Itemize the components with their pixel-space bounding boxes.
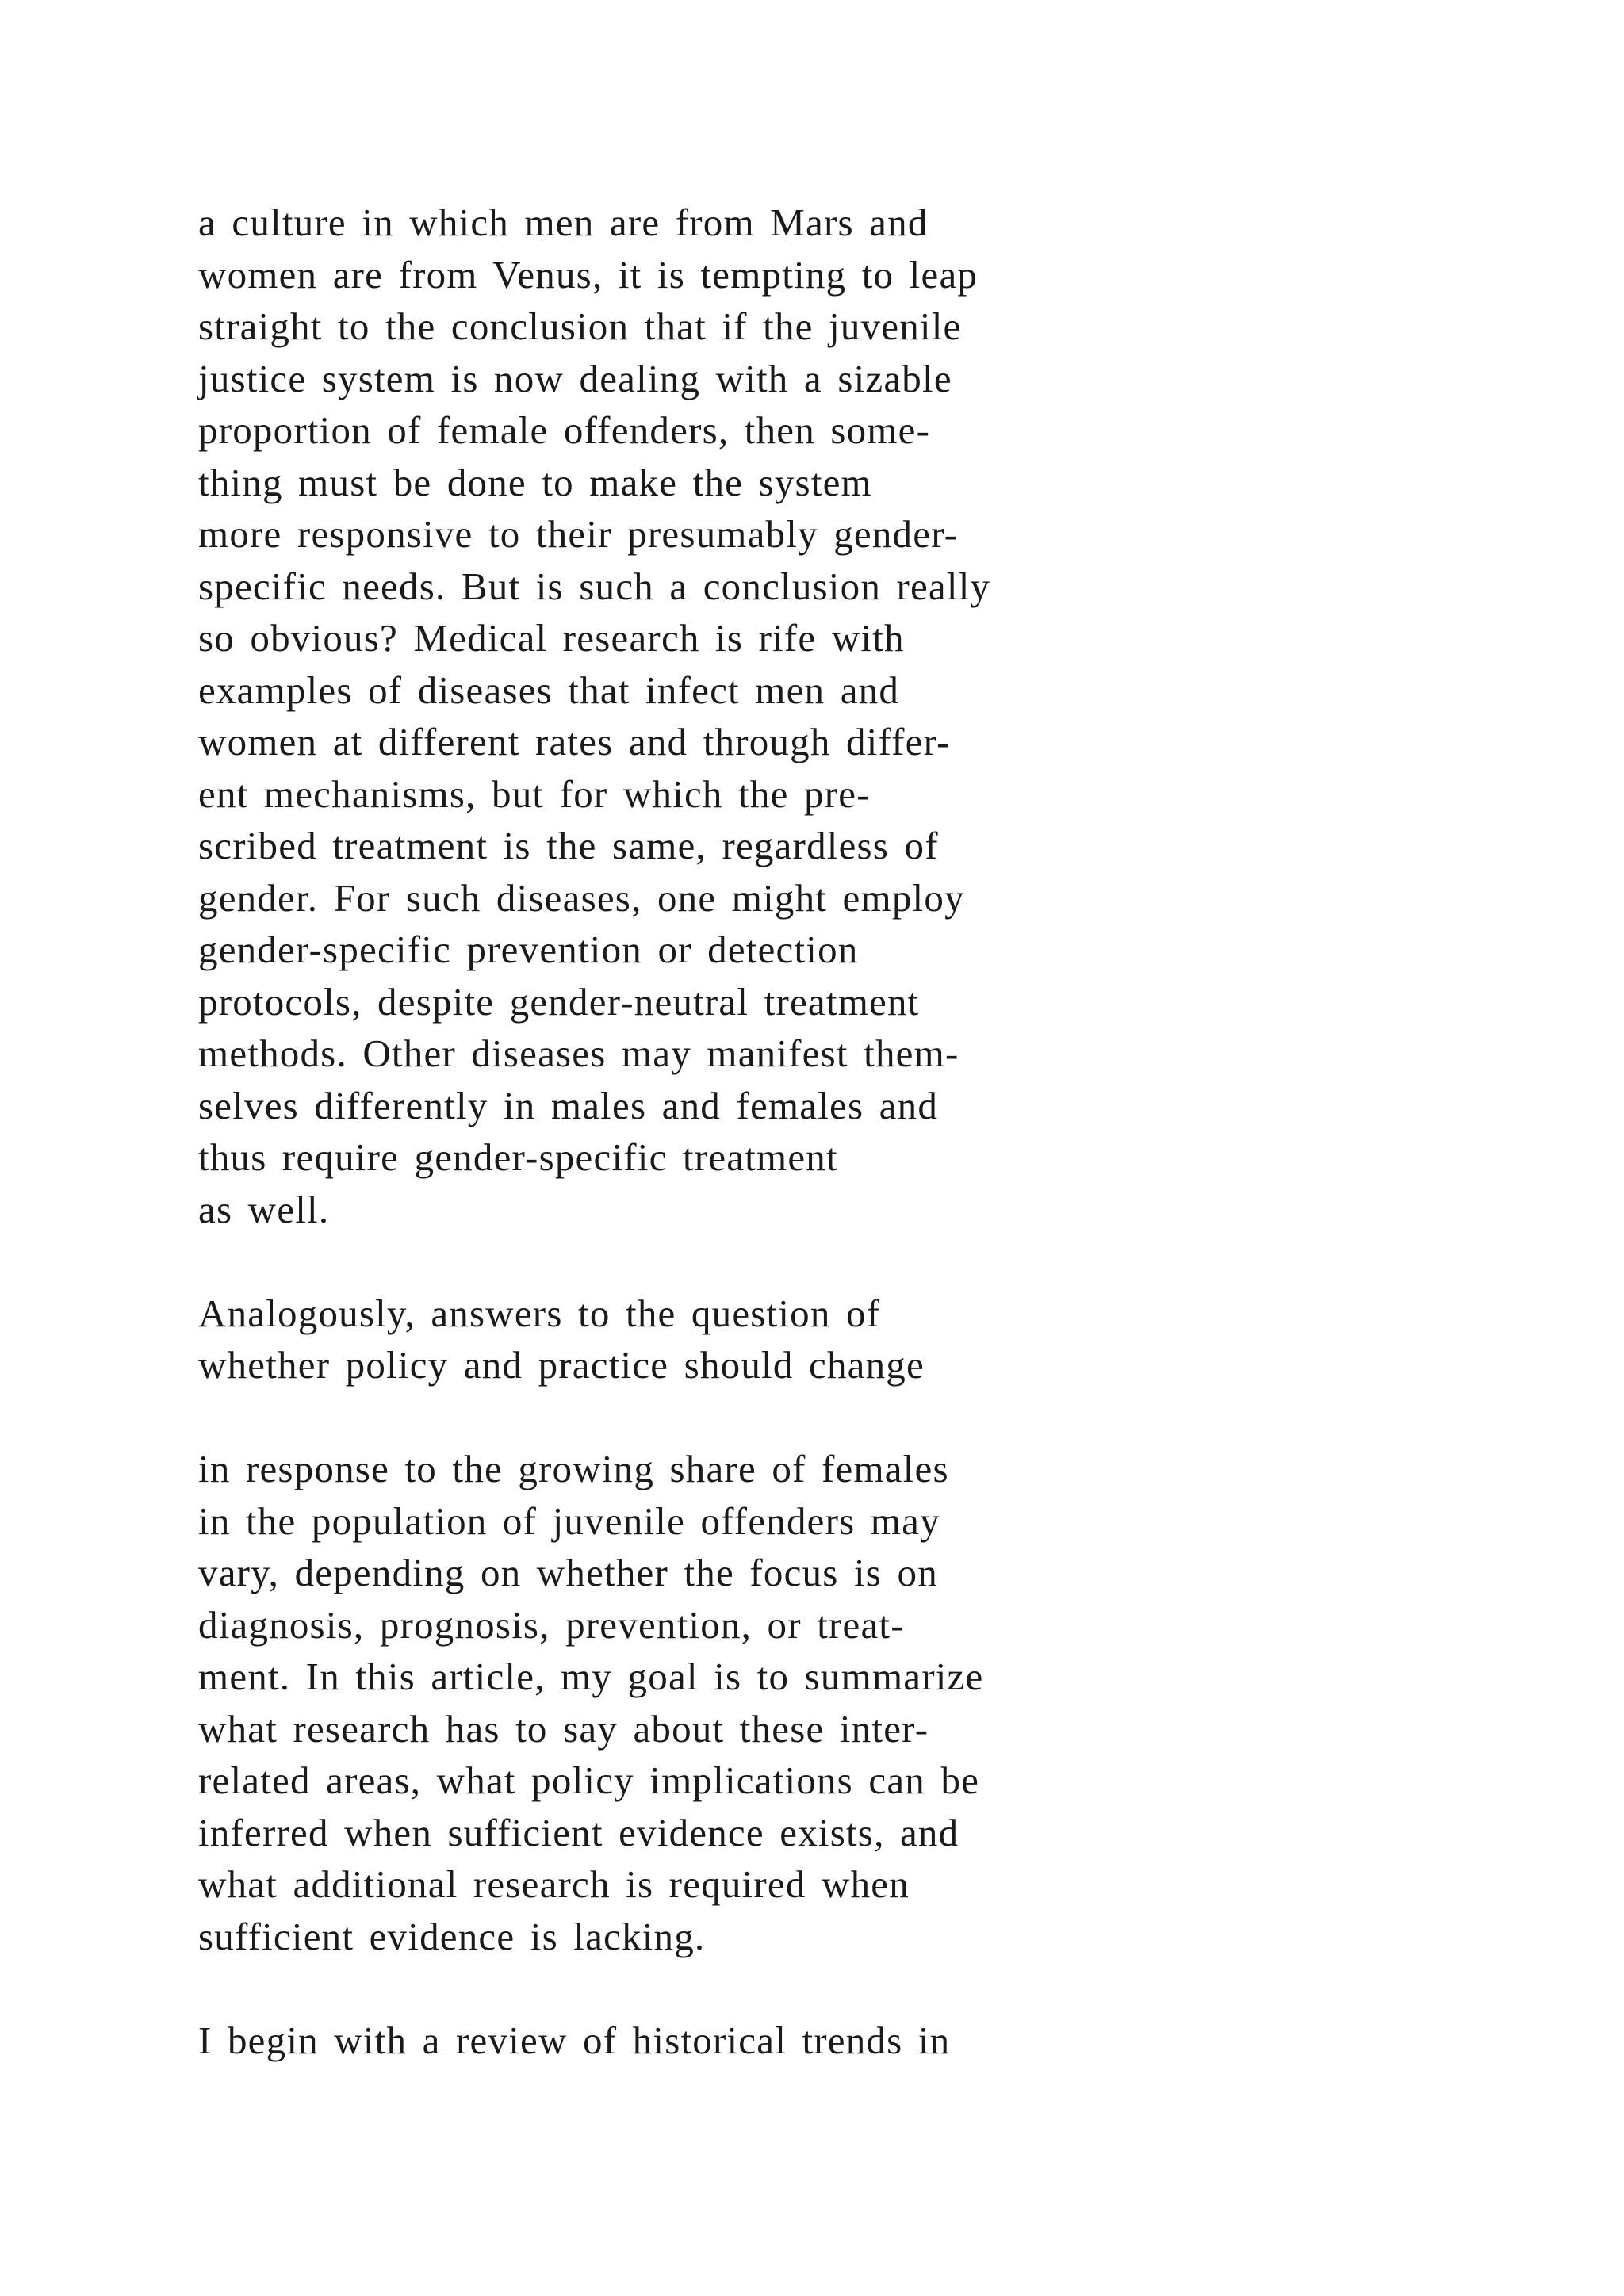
text-line: a culture in which men are from Mars and xyxy=(198,201,929,244)
text-line: proportion of female offenders, then some- xyxy=(198,408,931,452)
paragraph-1 xyxy=(198,197,1435,1235)
text-line: so obvious? Medical research is rife with xyxy=(198,616,905,660)
text-line: sufficient evidence is lacking. xyxy=(198,1914,706,1958)
text-line: thing must be done to make the system xyxy=(198,460,872,504)
text-line: what additional research is required when xyxy=(198,1862,910,1906)
paragraph-spacer xyxy=(198,1235,1435,1288)
text-line: as well. xyxy=(198,1187,330,1231)
text-line: gender-specific prevention or detection xyxy=(198,928,859,971)
text-line: more responsive to their presumably gender- xyxy=(198,512,959,556)
text-line: gender. For such diseases, one might employ xyxy=(198,875,965,920)
text-line: methods. Other diseases may manifest them- xyxy=(198,1031,959,1075)
text-line: in response to the growing share of females xyxy=(198,1447,949,1490)
text-line: what research has to say about these inter- xyxy=(198,1706,929,1751)
text-line: justice system is now dealing with a sizable xyxy=(198,356,952,400)
text-column xyxy=(198,197,1435,2066)
text-line: in the population of juvenile offenders may xyxy=(198,1498,940,1543)
text-line: protocols, despite gender-neutral treatment xyxy=(198,979,920,1024)
paragraph-spacer xyxy=(198,1391,1435,1444)
text-line: selves differently in males and females and xyxy=(198,1083,939,1127)
text-line: related areas, what policy implications can be xyxy=(198,1758,980,1802)
text-line: straight to the conclusion that if the juvenile xyxy=(198,304,962,348)
paragraph-3 xyxy=(198,1443,1435,1962)
text-line: women are from Venus, it is tempting to leap xyxy=(198,252,979,297)
paragraph-spacer xyxy=(198,1962,1435,2015)
paragraph-2 xyxy=(198,1288,1435,1391)
text-line: ment. In this article, my goal is to summarize xyxy=(198,1655,984,1698)
text-line: women at different rates and through differ- xyxy=(198,720,951,763)
text-line: inferred when sufficient evidence exists, and xyxy=(198,1810,959,1854)
text-line: vary, depending on whether the focus is on xyxy=(198,1551,938,1594)
text-line: Analogously, answers to the question of xyxy=(198,1291,881,1335)
text-line: thus require gender-specific treatment xyxy=(198,1135,838,1179)
text-line: diagnosis, prognosis, prevention, or treat- xyxy=(198,1602,905,1647)
text-line: specific needs. But is such a conclusion really xyxy=(198,564,991,608)
text-line: ent mechanisms, but for which the pre- xyxy=(198,771,871,816)
paragraph-4 xyxy=(198,2015,1435,2067)
text-line: I begin with a review of historical trends in xyxy=(198,2018,951,2062)
text-line: scribed treatment is the same, regardless of xyxy=(198,824,939,867)
text-line: examples of diseases that infect men and xyxy=(198,668,900,712)
text-line: whether policy and practice should change xyxy=(198,1343,925,1387)
